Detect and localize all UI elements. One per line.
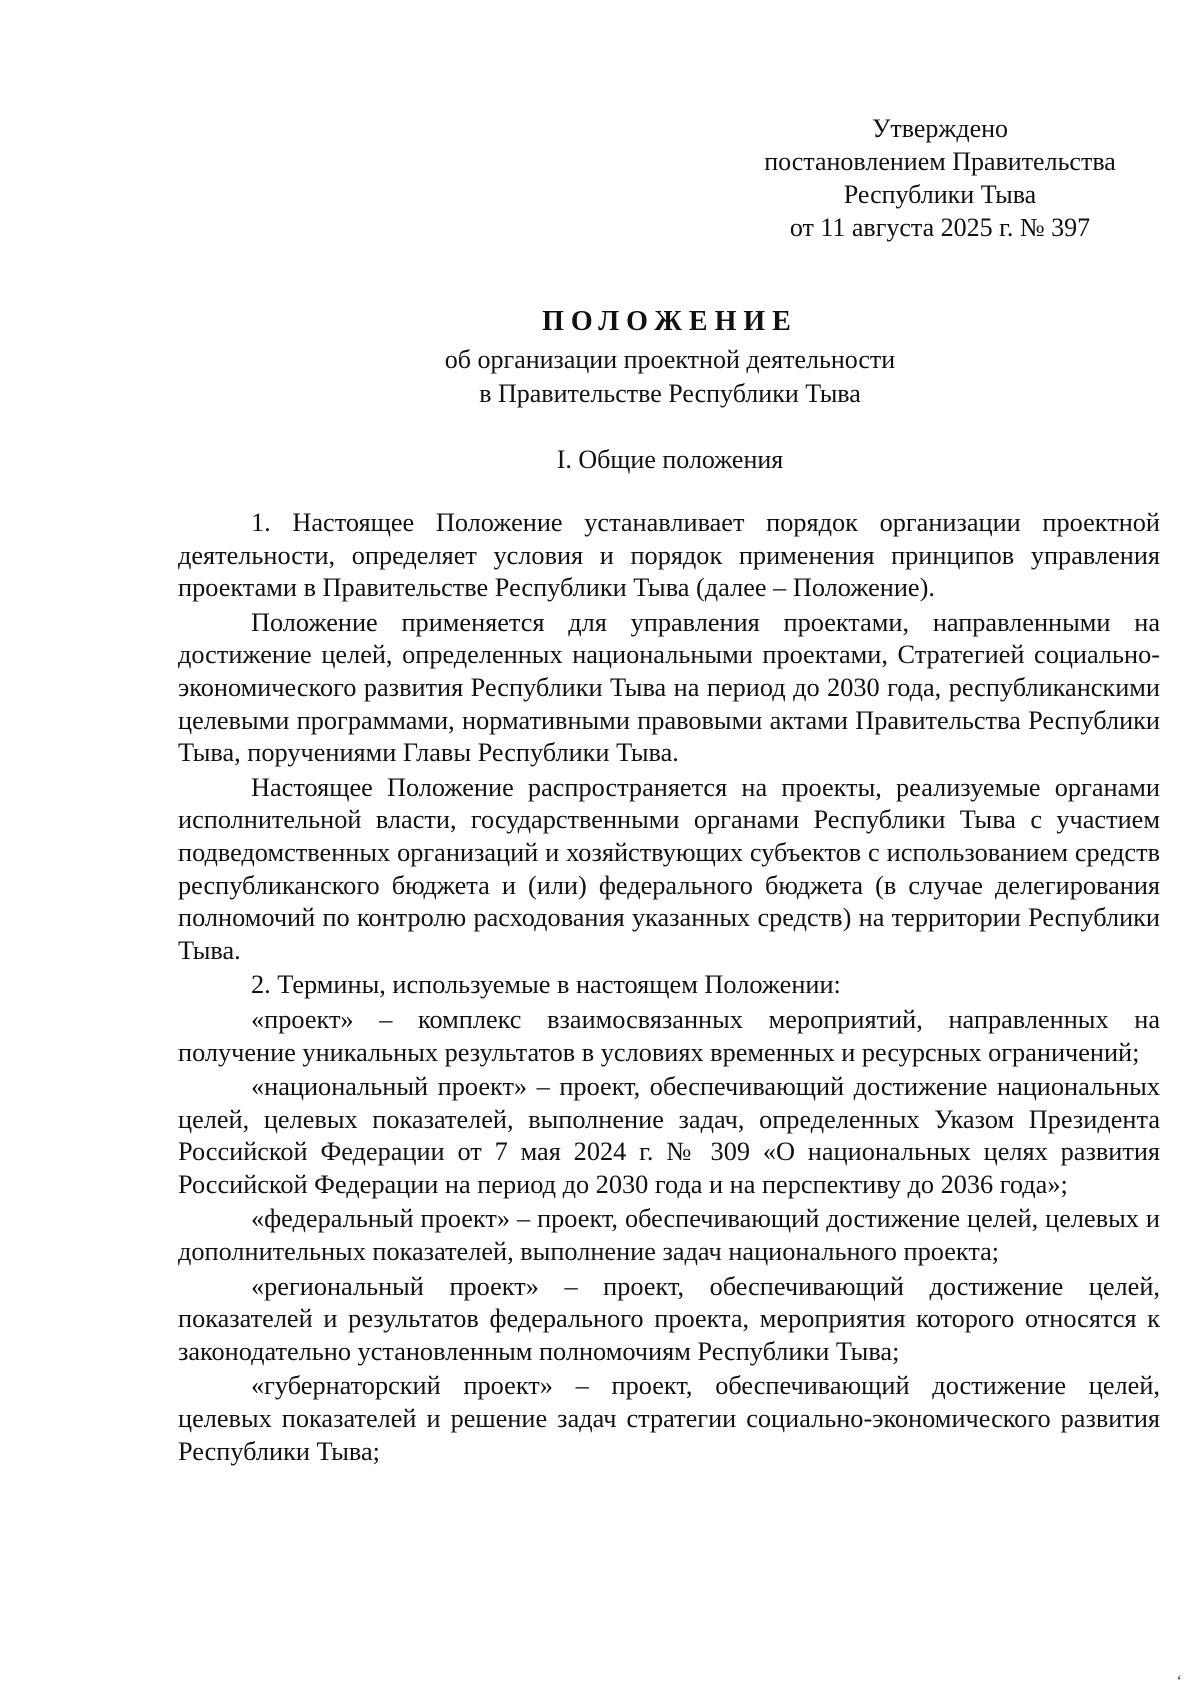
paragraph: Настоящее Положение распространяется на проекты, реализуемые органами исполнительной власти, государственными органами Республики Тыва с участием подведомственных организаций и хозяйствующих субъектов с использованием средств республиканского бюджета и (или) федерального бюджета (в случае делегирования полномочий по контролю расходования указанных средств) на территории Республики Тыва. — [178, 772, 1160, 965]
subtitle-line-2: в Правительстве Республики Тыва — [479, 379, 861, 408]
paragraph: «проект» – комплекс взаимосвязанных мероприятий, направленных на получение уникальных результатов в условиях временных и ресурсных ограничений; — [178, 1004, 1160, 1067]
document-subtitle — [180, 343, 1160, 411]
document-body — [178, 507, 1160, 1468]
approval-line-approved: Утверждено — [871, 114, 1009, 143]
scan-mark: ʻ — [1176, 1673, 1182, 1690]
paragraph: Положение применяется для управления проектами, направленными на достижение целей, определенных национальными проектами, Стратегией социально-экономического развития Республики Тыва на период до 2030 года, республиканскими целевыми программами, нормативными правовыми актами Правительства Республики Тыва, поручениями Главы Республики Тыва. — [178, 607, 1160, 768]
paragraph: 1. Настоящее Положение устанавливает порядок организации проектной деятельности, определяет условия и порядок применения принципов управления проектами в Правительстве Республики Тыва (далее – Положение). — [178, 508, 1160, 603]
approval-line-date-number: от 11 августа 2025 г. № 397 — [789, 213, 1091, 242]
document-title: ПОЛОЖЕНИЕ — [542, 306, 798, 337]
approval-line-republic: Республики Тыва — [843, 180, 1037, 209]
paragraph: «региональный проект» – проект, обеспечивающий достижение целей, показателей и результатов федерального проекта, мероприятия которого относятся к законодательно установленным полномочиям Республики Тыва; — [178, 1271, 1160, 1366]
subtitle-line-1: об организации проектной деятельности — [444, 345, 896, 374]
approval-line-resolution: постановлением Правительства — [764, 147, 1116, 176]
paragraph: «федеральный проект» – проект, обеспечивающий достижение целей, целевых и дополнительных показателей, выполнение задач национального проекта; — [178, 1204, 1160, 1267]
paragraph: 2. Термины, используемые в настоящем Положении: — [251, 970, 841, 1000]
section-heading: I. Общие положения — [556, 445, 784, 474]
paragraph: «губернаторский проект» – проект, обеспечивающий достижение целей, целевых показателей и решение задач стратегии социально-экономического развития Республики Тыва; — [178, 1371, 1160, 1466]
paragraph: «национальный проект» – проект, обеспечивающий достижение национальных целей, целевых показателей, выполнение задач, определенных Указом Президента Российской Федерации от 7 мая 2024 г. № 309 «О национальных целях развития Российской Федерации на период до 2030 года и на перспективу до 2036 года»; — [178, 1072, 1160, 1199]
approval-block — [760, 112, 1120, 244]
